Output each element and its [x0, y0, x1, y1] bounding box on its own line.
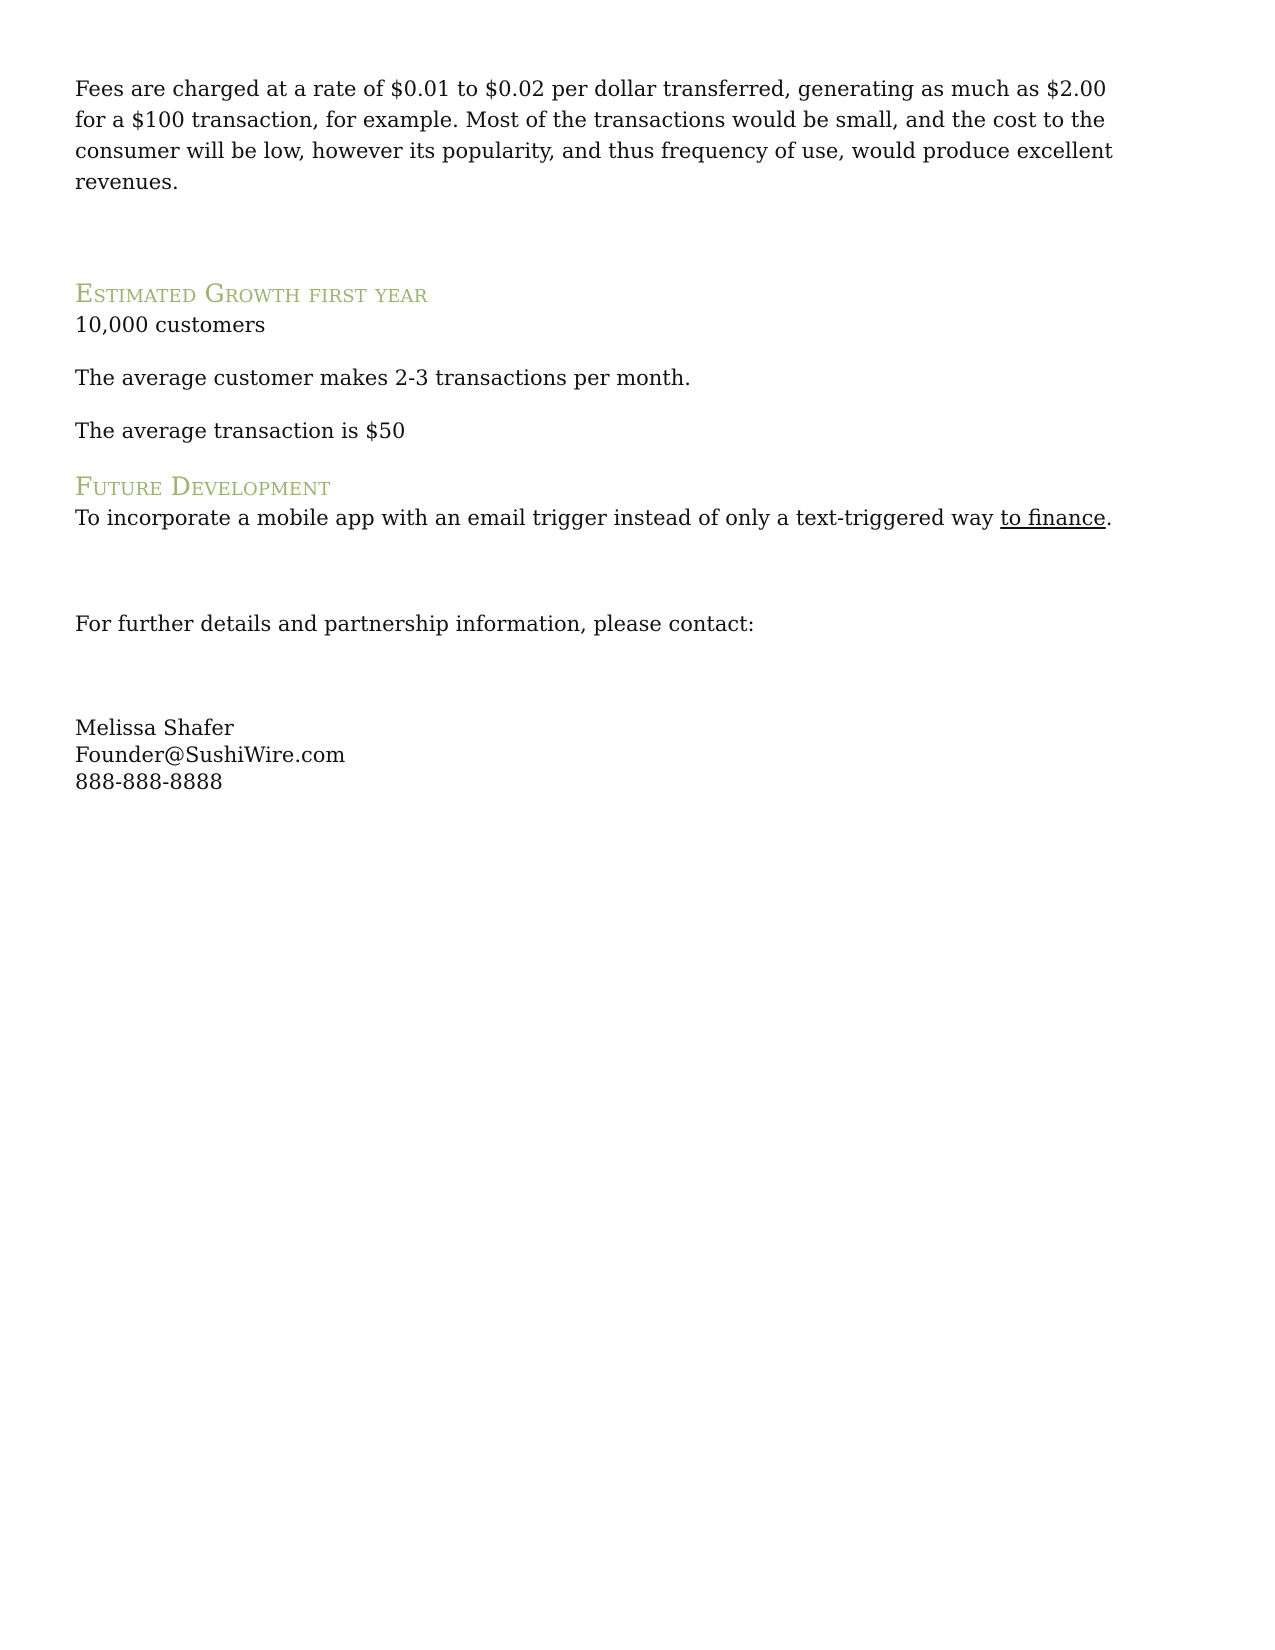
contact-prompt: For further details and partnership information, please contact:: [75, 612, 755, 636]
customers-count: 10,000 customers: [75, 313, 266, 337]
intro-paragraph: Fees are charged at a rate of $0.01 to $0.02 per dollar transferred, generating as much as $2.00 for a $100 transaction, for example. Most of the transactions would be small, and the cost to the consumer will be low, however its popularity, and thus frequency of use, would produce excellent revenues.: [75, 77, 1113, 194]
finance-link[interactable]: to finance: [1000, 506, 1106, 530]
document-page: [75, 74, 1195, 796]
contact-block: [75, 715, 1195, 796]
contact-email: Founder@SushiWire.com: [75, 743, 346, 767]
avg-transactions-text: The average customer makes 2-3 transactions per month.: [75, 366, 691, 390]
growth-heading: Estimated Growth first year: [75, 279, 428, 308]
contact-phone: 888-888-8888: [75, 770, 223, 794]
future-text-end: .: [1105, 506, 1113, 530]
future-text: To incorporate a mobile app with an email trigger instead of only a text-triggered way: [75, 506, 1001, 530]
avg-transaction-value-text: The average transaction is $50: [75, 419, 406, 443]
contact-name: Melissa Shafer: [75, 716, 234, 740]
future-heading: Future Development: [75, 472, 331, 501]
future-paragraph: [75, 503, 1195, 534]
